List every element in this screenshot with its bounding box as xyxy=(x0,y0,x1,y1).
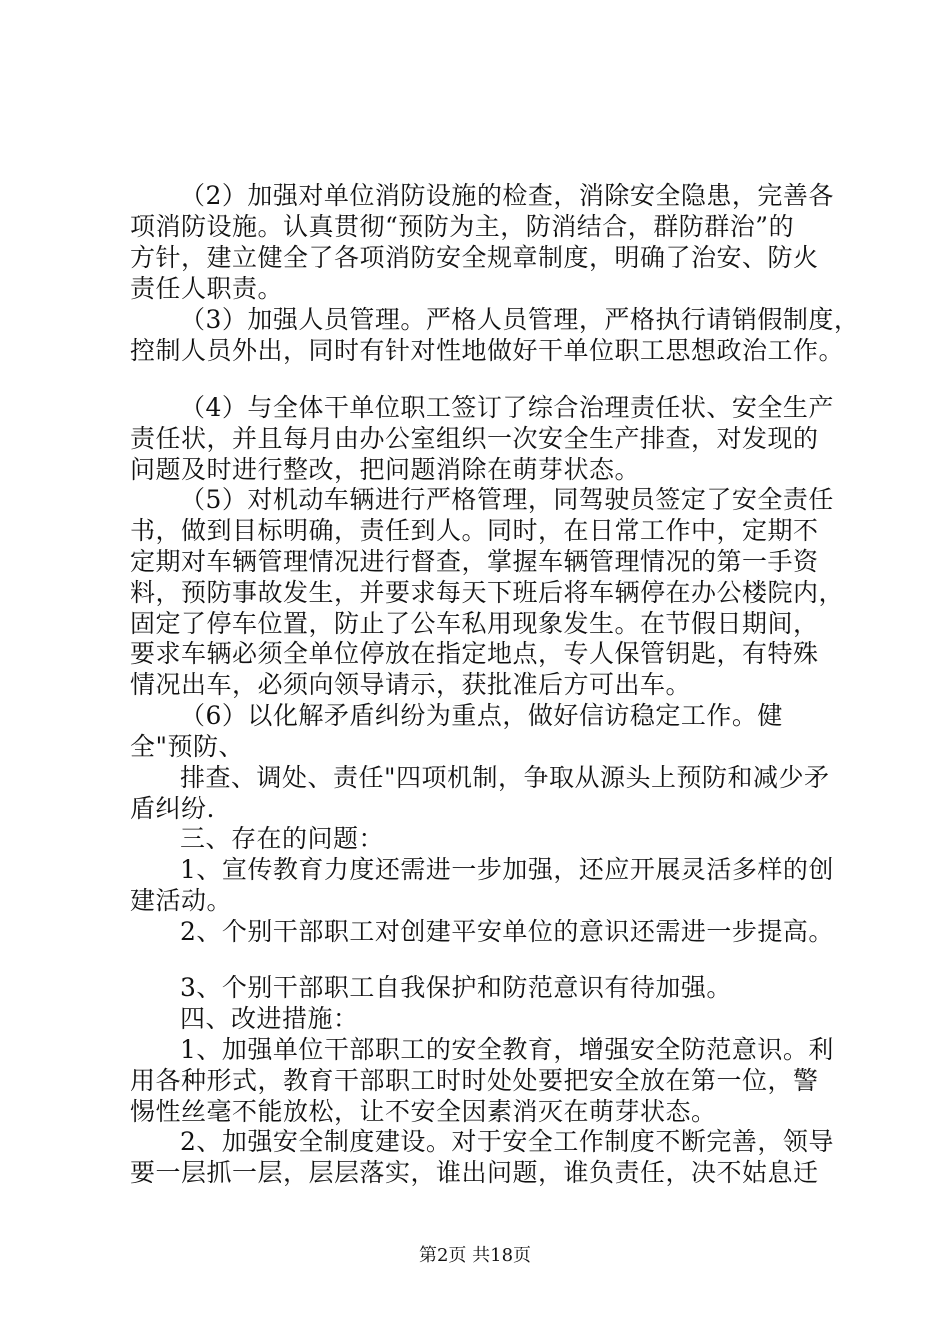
text-line: 1、宣传教育力度还需进一步加强，还应开展灵活多样的创 xyxy=(180,855,834,884)
text-line: 控制人员外出，同时有针对性地做好干单位职工思想政治工作。 xyxy=(130,336,845,365)
text-line: 方针，建立健全了各项消防安全规章制度，明确了治安、防火 xyxy=(130,243,819,272)
text-line: （5）对机动车辆进行严格管理，同驾驶员签定了安全责任 xyxy=(180,485,834,514)
text-line: 四、改进措施： xyxy=(180,1004,359,1033)
text-line: 责任状，并且每月由办公室组织一次安全生产排查，对发现的 xyxy=(130,424,819,453)
text-line: 三、存在的问题： xyxy=(180,824,385,853)
text-line: 盾纠纷. xyxy=(130,794,215,823)
page-number-footer: 第2页 共18页 xyxy=(418,1245,532,1266)
text-line: （3）加强人员管理。严格人员管理，严格执行请销假制度， xyxy=(180,305,860,334)
text-line: 固定了停车位置，防止了公车私用现象发生。在节假日期间， xyxy=(130,609,819,638)
text-line: 责任人职责。 xyxy=(130,274,284,303)
text-line: 惕性丝毫不能放松，让不安全因素消灭在萌芽状态。 xyxy=(130,1097,717,1126)
text-line: 1、加强单位干部职工的安全教育，增强安全防范意识。利 xyxy=(180,1035,834,1064)
text-line: 全"预防、 xyxy=(130,732,244,761)
text-line: （6）以化解矛盾纠纷为重点，做好信访稳定工作。健 xyxy=(180,701,783,730)
text-line: 3、个别干部职工自我保护和防范意识有待加强。 xyxy=(180,973,732,1002)
text-line: 排查、调处、责任"四项机制，争取从源头上预防和减少矛 xyxy=(180,763,830,792)
text-line: 用各种形式，教育干部职工时时处处要把安全放在第一位，警 xyxy=(130,1066,819,1095)
text-line: 情况出车，必须向领导请示，获批准后方可出车。 xyxy=(130,670,692,699)
text-line: 要求车辆必须全单位停放在指定地点，专人保管钥匙，有特殊 xyxy=(130,639,819,668)
text-line: 2、个别干部职工对创建平安单位的意识还需进一步提高。 xyxy=(180,917,834,946)
text-line: 要一层抓一层，层层落实，谁出问题，谁负责任，决不姑息迁 xyxy=(130,1158,819,1187)
text-line: 建活动。 xyxy=(130,886,233,915)
text-line: 问题及时进行整改，把问题消除在萌芽状态。 xyxy=(130,455,641,484)
text-line: 书，做到目标明确，责任到人。同时，在日常工作中，定期不 xyxy=(130,516,819,545)
text-line: 2、加强安全制度建设。对于安全工作制度不断完善，领导 xyxy=(180,1127,834,1156)
text-line: 定期对车辆管理情况进行督查，掌握车辆管理情况的第一手资 xyxy=(130,547,819,576)
text-line: 料，预防事故发生，并要求每天下班后将车辆停在办公楼院内， xyxy=(130,578,845,607)
text-line: （2）加强对单位消防设施的检查，消除安全隐患，完善各 xyxy=(180,181,834,210)
text-line: （4）与全体干单位职工签订了综合治理责任状、安全生产 xyxy=(180,393,834,422)
text-line: 项消防设施。认真贯彻“预防为主，防消结合，群防群治”的 xyxy=(130,212,795,241)
